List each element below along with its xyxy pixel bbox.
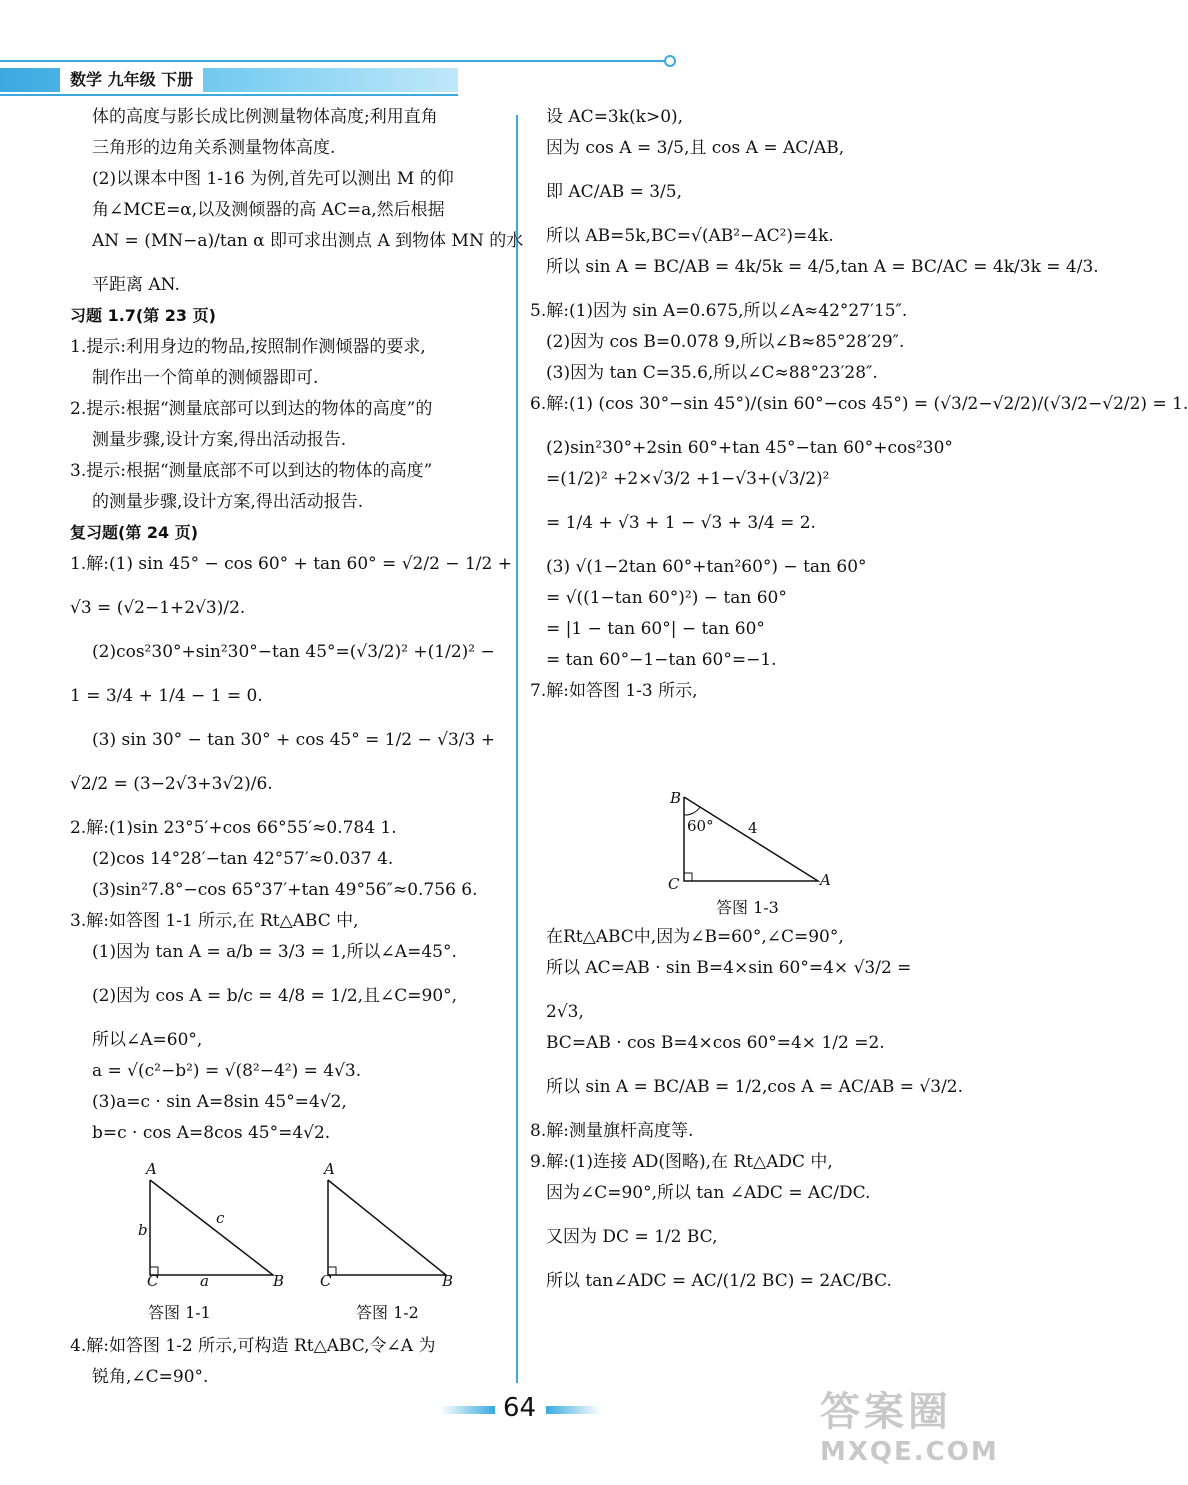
text-line: = 1/4 + √3 + 1 − √3 + 3/4 = 2.: [546, 513, 816, 533]
text-line: 所以 tan∠ADC = AC/(1/2 BC) = 2AC/BC.: [546, 1271, 892, 1291]
text-line: b=c · cos A=8cos 45°=4√2.: [92, 1123, 331, 1143]
left-text-block: [70, 104, 524, 1146]
left-column-bottom: [70, 1333, 510, 1395]
text-line: 即 AC/AB = 3/5,: [546, 182, 682, 202]
text-line: 角∠MCE=α,以及测倾器的高 AC=a,然后根据: [92, 200, 445, 220]
watermark: [820, 1380, 999, 1467]
text-line: 1 = 3/4 + 1/4 − 1 = 0.: [70, 686, 263, 706]
label-a: a: [200, 1272, 209, 1290]
text-line: AN = (MN−a)/tan α 即可求出测点 A 到物体 MN 的水: [92, 231, 524, 251]
figure-1-2: [308, 1160, 468, 1290]
page-title: 数学 九年级 下册: [60, 68, 203, 92]
footer-decor-right: [546, 1406, 601, 1414]
text-line: BC=AB · cos B=4×cos 60°=4× 1/2 =2.: [546, 1033, 885, 1053]
header-underline: [0, 94, 458, 96]
label-A: A: [820, 871, 831, 889]
text-line: 5.解:(1)因为 sin A=0.675,所以∠A≈42°27′15″.: [530, 301, 908, 321]
header-rule: [0, 60, 668, 62]
text-line: = |1 − tan 60°| − tan 60°: [546, 619, 765, 639]
text-line: 所以 AB=5k,BC=√(AB²−AC²)=4k.: [546, 226, 834, 246]
text-line: 7.解:如答图 1-3 所示,: [530, 681, 698, 701]
label-C: C: [668, 875, 680, 893]
caption-1-3: 答图 1-3: [716, 898, 779, 917]
text-line: 测量步骤,设计方案,得出活动报告.: [92, 430, 347, 450]
column-divider: [516, 115, 518, 1383]
text-line: 2.提示:根据“测量底部可以到达的物体的高度”的: [70, 399, 433, 419]
right-text-block: [530, 104, 1188, 704]
right-column-bottom: [530, 924, 964, 1312]
label-B: B: [273, 1272, 285, 1290]
text-line: 1.提示:利用身边的物品,按照制作测倾器的要求,: [70, 337, 426, 357]
text-line: 4.解:如答图 1-2 所示,可构造 Rt△ABC,令∠A 为: [70, 1336, 436, 1356]
text-line: 1.解:(1) sin 45° − cos 60° + tan 60° = √2/2 − 1/2 +: [70, 554, 512, 574]
figure-1-3: [660, 785, 835, 893]
text-line: 所以 AC=AB · sin B=4×sin 60°=4× √3/2 =: [546, 958, 912, 978]
text-line: (3) sin 30° − tan 30° + cos 45° = 1/2 − √3/3 +: [92, 730, 496, 750]
text-line: √2/2 = (3−2√3+3√2)/6.: [70, 774, 273, 794]
text-line: (2)因为 cos B=0.078 9,所以∠B≈85°28′29″.: [546, 332, 905, 352]
text-line: = √((1−tan 60°)²) − tan 60°: [546, 588, 787, 608]
left-bottom-text: [70, 1333, 510, 1390]
triangle-1-1-drawing: [130, 1160, 290, 1290]
text-line: (2)cos 14°28′−tan 42°57′≈0.037 4.: [92, 849, 394, 869]
left-column: [70, 104, 524, 1151]
right-bottom-text: [530, 924, 964, 1294]
text-line: 又因为 DC = 1/2 BC,: [546, 1227, 718, 1247]
label-B: B: [670, 789, 682, 807]
text-line: 6.解:(1) (cos 30°−sin 45°)/(sin 60°−cos 45°) = (√3/2−√2/2)/(√3/2−√2/2) = 1.: [530, 394, 1188, 414]
text-line: 三角形的边角关系测量物体高度.: [92, 138, 336, 158]
text-line: 所以 sin A = BC/AB = 1/2,cos A = AC/AB = √3/2.: [546, 1077, 964, 1097]
text-line: 3.提示:根据“测量底部不可以到达的物体的高度”: [70, 461, 433, 481]
text-line: 体的高度与影长成比例测量物体高度;利用直角: [92, 107, 438, 127]
label-A: A: [324, 1160, 335, 1178]
text-line: 的测量步骤,设计方案,得出活动报告.: [92, 492, 364, 512]
text-line: 复习题(第 24 页): [70, 523, 199, 542]
text-line: 平距离 AN.: [92, 275, 180, 295]
label-b: b: [138, 1221, 148, 1239]
label-A: A: [146, 1160, 157, 1178]
text-line: = tan 60°−1−tan 60°=−1.: [546, 650, 777, 670]
text-line: 2.解:(1)sin 23°5′+cos 66°55′≈0.784 1.: [70, 818, 397, 838]
header-rule-end-dot: [664, 55, 676, 67]
text-line: (2)以课本中图 1-16 为例,首先可以测出 M 的仰: [92, 169, 454, 189]
page-number: 64: [503, 1393, 537, 1423]
text-line: 3.解:如答图 1-1 所示,在 Rt△ABC 中,: [70, 911, 359, 931]
text-line: (2)因为 cos A = b/c = 4/8 = 1/2,且∠C=90°,: [92, 986, 458, 1006]
text-line: (3)a=c · sin A=8sin 45°=4√2,: [92, 1092, 347, 1112]
text-line: 9.解:(1)连接 AD(图略),在 Rt△ADC 中,: [530, 1152, 833, 1172]
text-line: 制作出一个简单的测倾器即可.: [92, 368, 319, 388]
text-line: a = √(c²−b²) = √(8²−4²) = 4√3.: [92, 1061, 362, 1081]
watermark-url: MXQE.COM: [820, 1437, 999, 1467]
side-label: 4: [748, 819, 758, 837]
text-line: 所以 sin A = BC/AB = 4k/5k = 4/5,tan A = BC/AC = 4k/3k = 4/3.: [546, 257, 1099, 277]
triangle-1-2-drawing: [308, 1160, 468, 1290]
text-line: 设 AC=3k(k>0),: [546, 107, 684, 127]
caption-1-1: 答图 1-1: [148, 1303, 211, 1322]
text-line: 因为 cos A = 3/5,且 cos A = AC/AB,: [546, 138, 845, 158]
right-column: [530, 104, 1188, 709]
text-line: (3)因为 tan C=35.6,所以∠C≈88°23′28″.: [546, 363, 878, 383]
label-C: C: [320, 1272, 332, 1290]
watermark-logo-text: 答案圈: [820, 1389, 952, 1435]
text-line: 在Rt△ABC中,因为∠B=60°,∠C=90°,: [546, 927, 844, 947]
triangle-1-3-drawing: [660, 785, 835, 893]
text-line: (3)sin²7.8°−cos 65°37′+tan 49°56″≈0.756 6.: [92, 880, 478, 900]
text-line: (3) √(1−2tan 60°+tan²60°) − tan 60°: [546, 557, 867, 577]
text-line: 8.解:测量旗杆高度等.: [530, 1121, 694, 1141]
text-line: 所以∠A=60°,: [92, 1030, 203, 1050]
text-line: (1)因为 tan A = a/b = 3/3 = 1,所以∠A=45°.: [92, 942, 457, 962]
angle-label: 60°: [687, 817, 714, 835]
text-line: 锐角,∠C=90°.: [92, 1367, 209, 1387]
text-line: =(1/2)² +2×√3/2 +1−√3+(√3/2)²: [546, 469, 830, 489]
text-line: (2)sin²30°+2sin 60°+tan 45°−tan 60°+cos²30°: [546, 438, 953, 458]
text-line: 因为∠C=90°,所以 tan ∠ADC = AC/DC.: [546, 1183, 871, 1203]
figure-1-1: [130, 1160, 290, 1290]
caption-1-2: 答图 1-2: [356, 1303, 419, 1322]
text-line: 2√3,: [546, 1002, 584, 1022]
text-line: √3 = (√2−1+2√3)/2.: [70, 598, 246, 618]
label-B: B: [442, 1272, 454, 1290]
text-line: (2)cos²30°+sin²30°−tan 45°=(√3/2)² +(1/2)² −: [92, 642, 495, 662]
footer-decor-left: [440, 1406, 495, 1414]
label-c: c: [216, 1209, 225, 1227]
text-line: 习题 1.7(第 23 页): [70, 306, 216, 325]
label-C: C: [147, 1272, 159, 1290]
